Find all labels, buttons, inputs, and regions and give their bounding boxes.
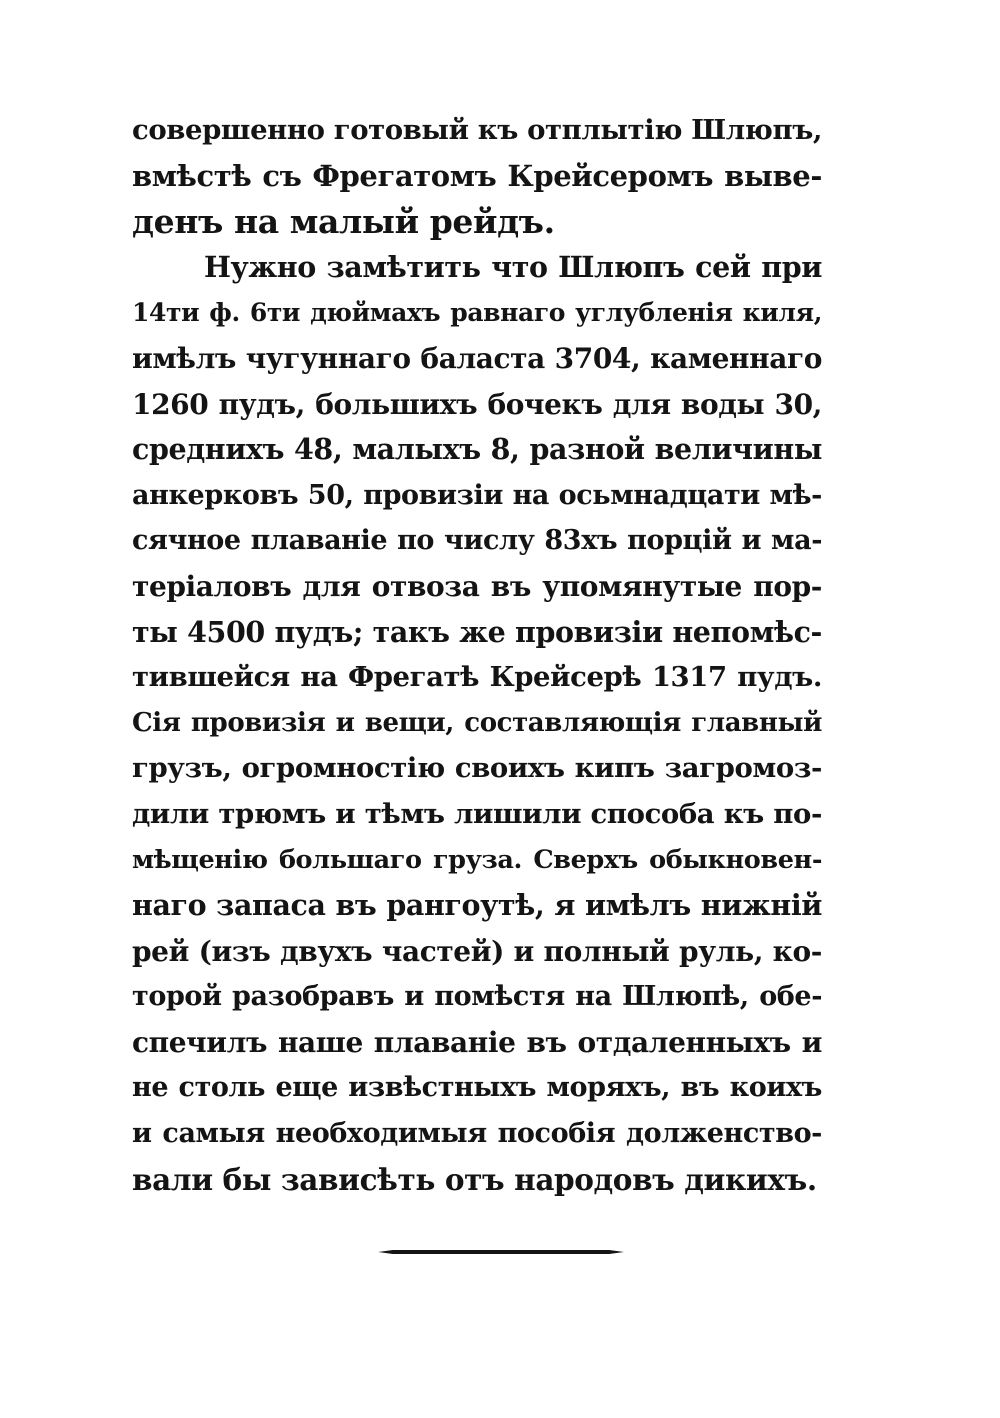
text-line: спечилъ наше плаваніе въ отдаленныхъ и: [132, 1025, 822, 1059]
text-line: ты 4500 пудъ; такъ же провизіи непомѣс-: [132, 614, 822, 649]
text-line: грузъ, огромностію своихъ кипъ загромоз-: [132, 752, 822, 785]
text-line: совершенно готовый къ отплытію Шлюпъ,: [132, 114, 823, 146]
text-line: и самыя необходимыя пособія долженство-: [132, 1118, 822, 1150]
text-line: дили трюмъ и тѣмъ лишили способа къ по-: [132, 797, 822, 830]
text-line: наго запаса въ рангоутѣ, я имѣлъ нижній: [132, 888, 822, 923]
section-end-rule: [378, 1250, 624, 1254]
text-line: среднихъ 48, малыхъ 8, разной величины: [132, 432, 822, 467]
text-line: теріаловъ для отвоза въ упомянутые пор-: [132, 569, 822, 603]
text-line: торой разобравъ и помѣстя на Шлюпѣ, обе-: [132, 981, 822, 1013]
text-line: тившейся на Фрегатѣ Крейсерѣ 1317 пудъ.: [132, 661, 822, 694]
text-line: рей (изъ двухъ частей) и полный руль, ко-: [132, 934, 822, 968]
text-line: не столь еще извѣстныхъ моряхъ, въ коихъ: [132, 1072, 822, 1104]
text-line: Сія провизія и вещи, составляющія главный: [132, 707, 822, 738]
text-line: сячное плаваніе по числу 83хъ порцій и ма-: [132, 525, 822, 557]
text-line: вмѣстѣ съ Фрегатомъ Крейсеромъ выве-: [132, 158, 822, 193]
text-line: 14ти ф. 6ти дюймахъ равнаго углубленія киля,: [132, 298, 822, 328]
text-line: 1260 пудъ, большихъ бочекъ для воды 30,: [132, 387, 822, 421]
text-line: имѣлъ чугуннаго баласта 3704, каменнаго: [132, 341, 822, 375]
text-line: анкерковъ 50, провизіи на осьмнадцати мѣ-: [132, 479, 822, 511]
body-text: [132, 108, 822, 1202]
text-line: вали бы зависѣть отъ народовъ дикихъ.: [132, 1161, 817, 1197]
paragraph-first-line: Нужно замѣтить что Шлюпъ сей при: [204, 249, 822, 284]
text-line: мѣщенію большаго груза. Сверхъ обыкновен-: [132, 844, 822, 875]
text-line: денъ на малый рейдъ.: [132, 202, 555, 242]
